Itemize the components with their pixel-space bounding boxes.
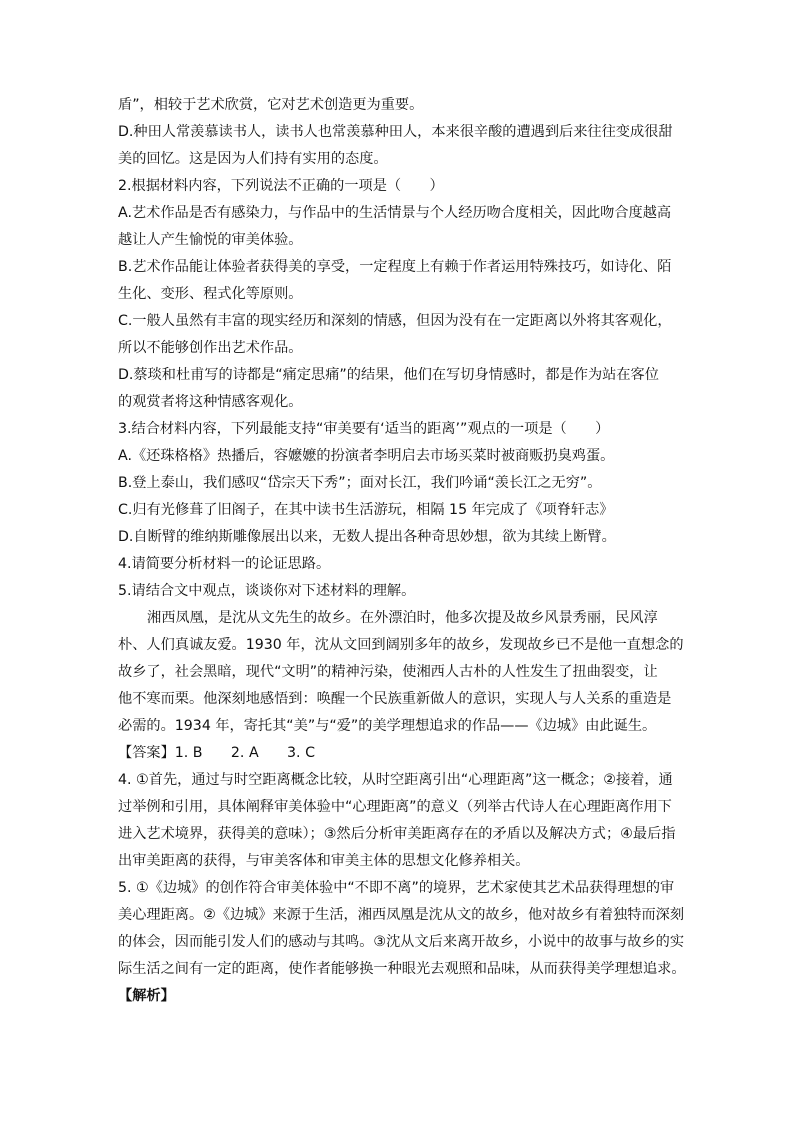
material-paragraph-line: 湘西凤凰，是沈从文先生的故乡。在外漂泊时，他多次提及故乡风景秀丽，民风淳	[147, 610, 658, 626]
answer-key: 【答案】1. B 2. A 3. C	[118, 745, 315, 761]
question-2: 2.根据材料内容，下列说法不正确的一项是（ ）	[118, 178, 444, 194]
question-3: 3.结合材料内容，下列最能支持“审美要有‘适当的距离’”观点的一项是（ ）	[118, 421, 610, 437]
material-paragraph-line: 他不寒而栗。他深刻地感悟到：唤醒一个民族重新做人的意识，实现人与人关系的重造是	[118, 691, 672, 707]
material-paragraph-line: 朴、人们真诚友爱。1930 年，沈从文回到阔别多年的故乡，发现故乡已不是他一直想念的	[118, 637, 684, 653]
option-c-line: C.一般人虽然有丰富的现实经历和深刻的情感，但因为没有在一定距离以外将其客观化，	[118, 313, 672, 329]
text-line: 美的回忆。这是因为人们持有实用的态度。	[118, 151, 388, 167]
answer-4-line: 进入艺术境界，获得美的意味）；③然后分析审美距离存在的矛盾以及解决方式；④最后指	[118, 826, 676, 842]
answer-5-line: 5. ①《边城》的创作符合审美体验中“不即不离”的境界，艺术家使其艺术品获得理想的审	[118, 880, 675, 896]
option-c-line: C.归有光修葺了旧阁子，在其中读书生活游玩，相隔 15 年完成了《项脊轩志》	[118, 502, 614, 518]
answer-4-line: 出审美距离的获得，与审美客体和审美主体的思想文化修养相关。	[118, 853, 530, 869]
analysis-heading: 【解析】	[118, 988, 175, 1004]
option-b-line: B.登上泰山，我们感叹“岱宗天下秀”；面对长江，我们吟诵“羡长江之无穷”。	[118, 475, 602, 491]
answer-5-line: 美心理距离。②《边城》来源于生活，湘西凤凰是沈从文的故乡，他对故乡有着独特而深刻	[118, 907, 685, 923]
answer-5-line: 的体会，因而能引发人们的感动与其鸣。③沈从文后来离开故乡，小说中的故事与故乡的实	[118, 934, 685, 950]
option-a-line: A.《还珠格格》热播后，容嬷嬷的扮演者李明启去市场买菜时被商贩扔臭鸡蛋。	[118, 448, 615, 464]
option-d-line: D.种田人常羡慕读书人，读书人也常羡慕种田人，本来很辛酸的遭遇到后来往往变成很甜	[118, 124, 673, 140]
text-line: 越让人产生愉悦的审美体验。	[118, 232, 303, 248]
question-4: 4.请简要分析材料一的论证思路。	[118, 556, 331, 572]
text-line: 所以不能够创作出艺术作品。	[118, 340, 303, 356]
answer-4-line: 过举例和引用，具体阐释审美体验中“心理距离”的意义（列举古代诗人在心理距离作用下	[118, 799, 672, 815]
text-line: 盾”，相较于艺术欣赏，它对艺术创造更为重要。	[118, 97, 424, 113]
option-a-line: A.艺术作品是否有感染力，与作品中的生活情景与个人经历吻合度相关，因此吻合度越高	[118, 205, 672, 221]
option-d-line: D.蔡琰和杜甫写的诗都是“痛定思痛”的结果，他们在写切身情感时，都是作为站在客位	[118, 367, 659, 383]
question-5: 5.请结合文中观点，谈谈你对下述材料的理解。	[118, 583, 416, 599]
answer-5-line: 际生活之间有一定的距离，使作者能够换一种眼光去观照和品味，从而获得美学理想追求。	[118, 961, 686, 977]
text-line: 生化、变形、程式化等原则。	[118, 286, 303, 302]
answer-4-line: 4. ①首先，通过与时空距离概念比较，从时空距离引出“心理距离”这一概念；②接着，通	[118, 772, 673, 788]
material-paragraph-line: 故乡了，社会黑暗，现代“文明”的精神污染，使湘西人古朴的人性发生了扭曲裂变，让	[118, 664, 658, 680]
material-paragraph-line: 必需的。1934 年，寄托其“美”与“爱”的美学理想追求的作品——《边城》由此诞生。	[118, 718, 657, 734]
option-d-line: D.自断臂的维纳斯雕像展出以来，无数人提出各种奇思妙想，欲为其续上断臂。	[118, 529, 616, 545]
text-line: 的观赏者将这种情感客观化。	[118, 394, 303, 410]
option-b-line: B.艺术作品能让体验者获得美的享受，一定程度上有赖于作者运用特殊技巧，如诗化、陌	[118, 259, 672, 275]
